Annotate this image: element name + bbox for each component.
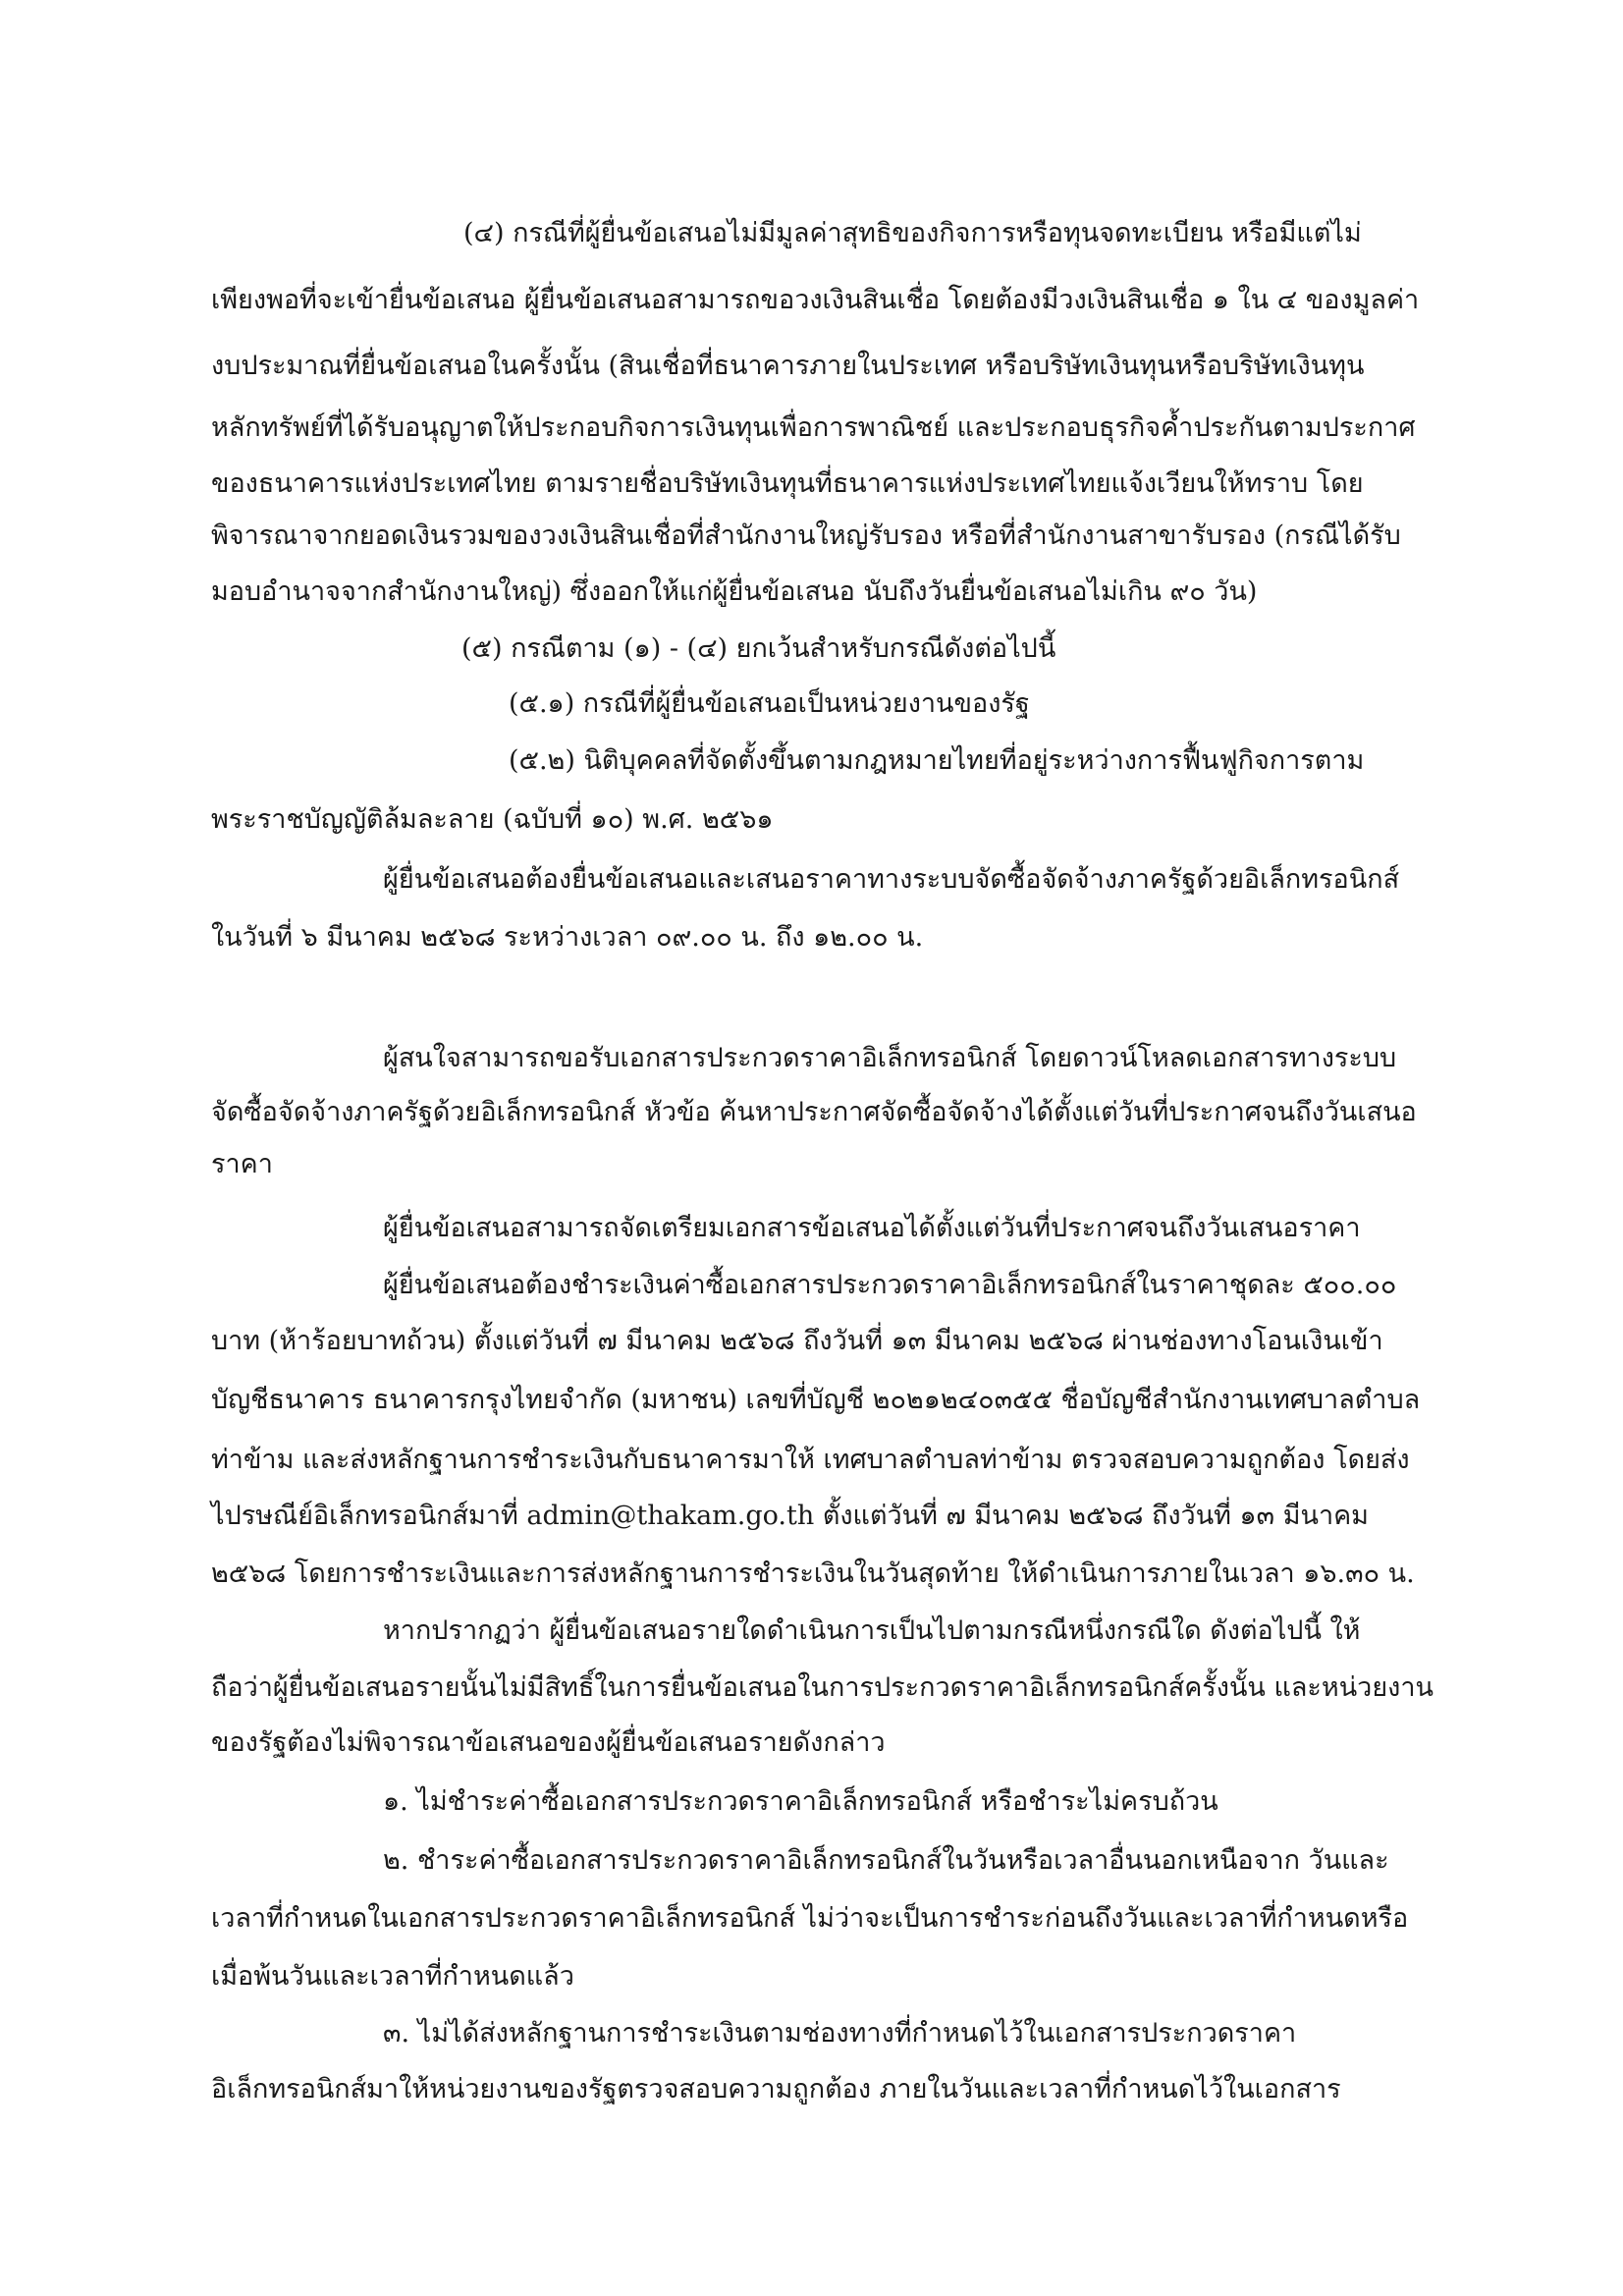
text-line: ของธนาคารแห่งประเทศไทย ตามรายชื่อบริษัทเงินทุนที่ธนาคารแห่งประเทศไทยแจ้งเวียนให้ทราบ โดย: [211, 468, 1364, 499]
text-line: เมื่อพ้นวันและเวลาที่กำหนดแล้ว: [211, 1961, 574, 1992]
text-line: ในวันที่ ๖ มีนาคม ๒๕๖๘ ระหว่างเวลา ๐๙.๐๐ น. ถึง ๑๒.๐๐ น.: [211, 922, 924, 953]
text-line: บาท (ห้าร้อยบาทถ้วน) ตั้งแต่วันที่ ๗ มีนาคม ๒๕๖๘ ถึงวันที่ ๑๓ มีนาคม ๒๕๖๘ ผ่านช่องทางโอนเงินเข้า: [211, 1326, 1383, 1356]
text-line: เวลาที่กำหนดในเอกสารประกวดราคาอิเล็กทรอนิกส์ ไม่ว่าจะเป็นการชำระก่อนถึงวันและเวลาที่กำหนดหรือ: [211, 1903, 1409, 1934]
text-line: ๒๕๖๘ โดยการชำระเงินและการส่งหลักฐานการชำระเงินในวันสุดท้าย ให้ดำเนินการภายในเวลา ๑๖.๓๐ น.: [211, 1558, 1415, 1589]
text-line: ๒. ชำระค่าซื้อเอกสารประกวดราคาอิเล็กทรอนิกส์ในวันหรือเวลาอื่นนอกเหนือจาก วันและ: [383, 1845, 1389, 1876]
text-line: หากปรากฏว่า ผู้ยื่นข้อเสนอรายใดดำเนินการเป็นไปตามกรณีหนึ่งกรณีใด ดังต่อไปนี้ ให้: [383, 1615, 1361, 1646]
text-line: หลักทรัพย์ที่ได้รับอนุญาตให้ประกอบกิจการเงินทุนเพื่อการพาณิชย์ และประกอบธุรกิจค้ำประกันตามประกาศ: [211, 412, 1416, 443]
text-line: (๔) กรณีที่ผู้ยื่นข้อเสนอไม่มีมูลค่าสุทธิของกิจการหรือทุนจดทะเบียน หรือมีแต่ไม่: [463, 218, 1362, 248]
text-line: ถือว่าผู้ยื่นข้อเสนอรายนั้นไม่มีสิทธิ์ในการยื่นข้อเสนอในการประกวดราคาอิเล็กทรอนิกส์ครั้งนั้น และหน่วยงาน: [211, 1672, 1434, 1703]
text-line: จัดซื้อจัดจ้างภาครัฐด้วยอิเล็กทรอนิกส์ หัวข้อ ค้นหาประกาศจัดซื้อจัดจ้างได้ตั้งแต่วันที่ประกาศจนถึงวันเสนอ: [211, 1097, 1417, 1127]
text-line: (๕.๒) นิติบุคคลที่จัดตั้งขึ้นตามกฎหมายไทยที่อยู่ระหว่างการฟื้นฟูกิจการตาม: [509, 745, 1365, 776]
text-line: ราคา: [211, 1149, 273, 1179]
text-line: เพียงพอที่จะเข้ายื่นข้อเสนอ ผู้ยื่นข้อเสนอสามารถขอวงเงินสินเชื่อ โดยต้องมีวงเงินสินเชื่อ ๑ ใน ๔ ของมูลค่า: [211, 285, 1420, 315]
text-line: บัญชีธนาคาร ธนาคารกรุงไทยจำกัด (มหาชน) เลขที่บัญชี ๒๐๒๑๒๔๐๓๕๕ ชื่อบัญชีสำนักงานเทศบาลตำบล: [211, 1385, 1421, 1415]
text-line: งบประมาณที่ยื่นข้อเสนอในครั้งนั้น (สินเชื่อที่ธนาคารภายในประเทศ หรือบริษัทเงินทุนหรือบริษัทเงินทุน: [211, 351, 1365, 381]
text-line: อิเล็กทรอนิกส์มาให้หน่วยงานของรัฐตรวจสอบความถูกต้อง ภายในวันและเวลาที่กำหนดไว้ในเอกสาร: [211, 2074, 1341, 2105]
text-line: พิจารณาจากยอดเงินรวมของวงเงินสินเชื่อที่สำนักงานใหญ่รับรอง หรือที่สำนักงานสาขารับรอง (กรณีได้รับ: [211, 520, 1401, 551]
text-line: ไปรษณีย์อิเล็กทรอนิกส์มาที่ admin@thakam.go.th ตั้งแต่วันที่ ๗ มีนาคม ๒๕๖๘ ถึงวันที่ ๑๓ มีนาคม: [211, 1501, 1369, 1531]
text-line: พระราชบัญญัติล้มละลาย (ฉบับที่ ๑๐) พ.ศ. ๒๕๖๑: [211, 804, 774, 835]
text-line: ผู้ยื่นข้อเสนอสามารถจัดเตรียมเอกสารข้อเสนอได้ตั้งแต่วันที่ประกาศจนถึงวันเสนอราคา: [383, 1213, 1361, 1243]
text-line: (๕) กรณีตาม (๑) - (๔) ยกเว้นสำหรับกรณีดังต่อไปนี้: [461, 633, 1056, 664]
text-line: มอบอำนาจจากสำนักงานใหญ่) ซึ่งออกให้แก่ผู้ยื่นข้อเสนอ นับถึงวันยื่นข้อเสนอไม่เกิน ๙๐ วัน): [211, 576, 1258, 607]
text-line: ผู้สนใจสามารถขอรับเอกสารประกวดราคาอิเล็กทรอนิกส์ โดยดาวน์โหลดเอกสารทางระบบ: [383, 1043, 1397, 1073]
text-line: ท่าข้าม และส่งหลักฐานการชำระเงินกับธนาคารมาให้ เทศบาลตำบลท่าข้าม ตรวจสอบความถูกต้อง โดยส่ง: [211, 1445, 1410, 1475]
text-line: ผู้ยื่นข้อเสนอต้องชำระเงินค่าซื้อเอกสารประกวดราคาอิเล็กทรอนิกส์ในราคาชุดละ ๕๐๐.๐๐: [383, 1270, 1397, 1300]
text-line: ผู้ยื่นข้อเสนอต้องยื่นข้อเสนอและเสนอราคาทางระบบจัดซื้อจัดจ้างภาครัฐด้วยอิเล็กทรอนิกส์: [383, 864, 1400, 895]
text-line: (๕.๑) กรณีที่ผู้ยื่นข้อเสนอเป็นหน่วยงานของรัฐ: [509, 688, 1030, 719]
text-line: ๓. ไม่ได้ส่งหลักฐานการชำระเงินตามช่องทางที่กำหนดไว้ในเอกสารประกวดราคา: [383, 2018, 1297, 2049]
text-line: ๑. ไม่ชำระค่าซื้อเอกสารประกวดราคาอิเล็กทรอนิกส์ หรือชำระไม่ครบถ้วน: [383, 1786, 1218, 1817]
text-line: ของรัฐต้องไม่พิจารณาข้อเสนอของผู้ยื่นข้อเสนอรายดังกล่าว: [211, 1727, 886, 1758]
